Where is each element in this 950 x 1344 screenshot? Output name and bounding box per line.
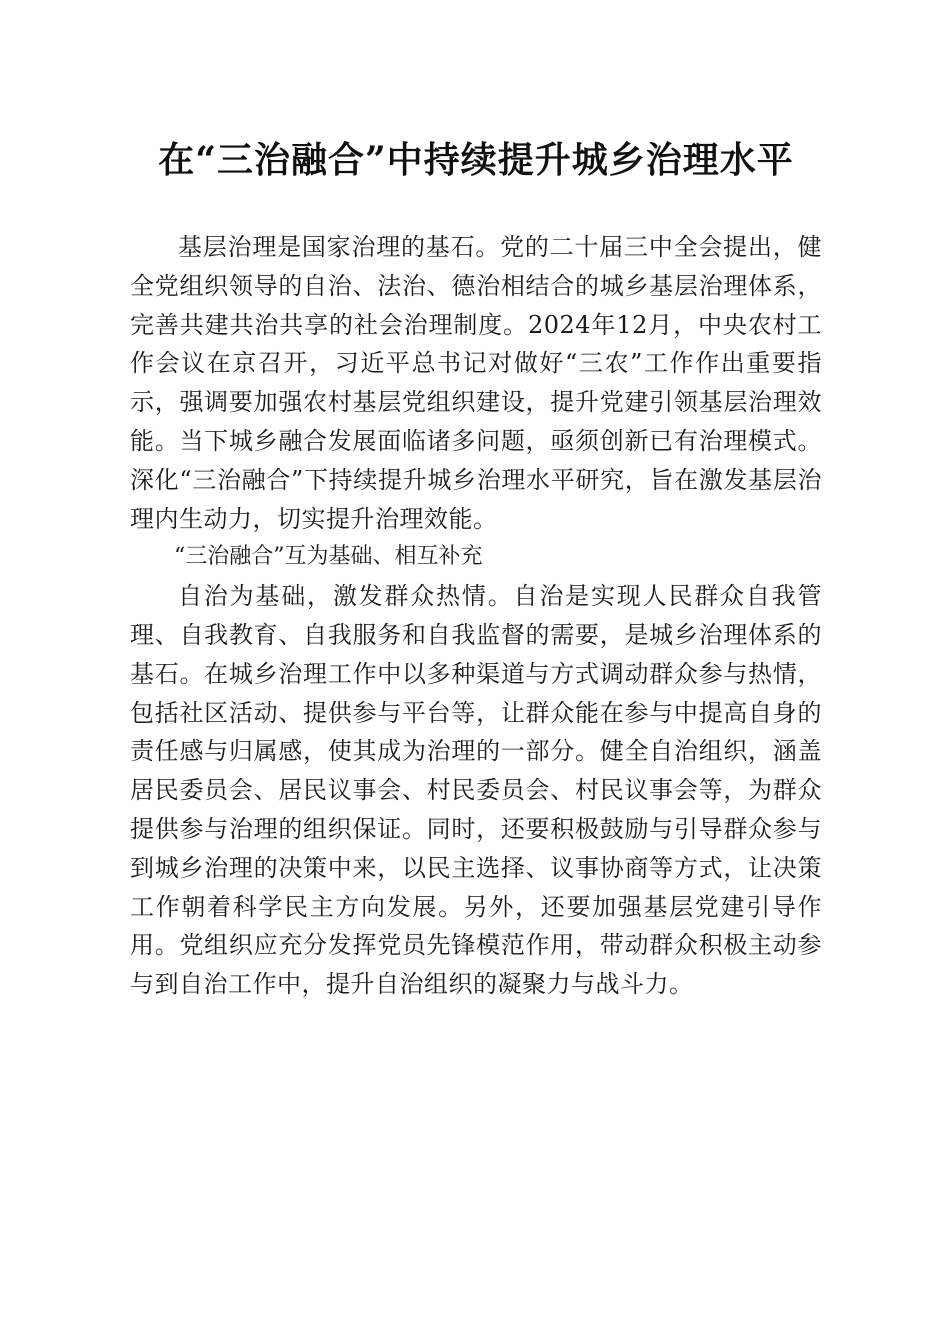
self-governance-paragraph: 自治为基础，激发群众热情。自治是实现人民群众自我管理、自我教育、自我服务和自我监督的需要，是城乡治理体系的基石。在城乡治理工作中以多种渠道与方式调动群众参与热情，包括社区活动、提供参与平台等，让群众能在参与中提高自身的责任感与归属感，使其成为治理的一部分。健全自治组织，涵盖居民委员会、居民议事会、村民委员会、村民议事会等，为群众提供参与治理的组织保证。同时，还要积极鼓励与引导群众参与到城乡治理的决策中来，以民主选择、议事协商等方式，让决策工作朝着科学民主方向发展。另外，还要加强基层党建引导作用。党组织应充分发挥党员先锋模范作用，带动群众积极主动参与到自治工作中，提升自治组织的凝聚力与战斗力。 bbox=[130, 582, 822, 999]
intro-paragraph: 基层治理是国家治理的基石。党的二十届三中全会提出，健全党组织领导的自治、法治、德治相结合的城乡基层治理体系，完善共建共治共享的社会治理制度。2024年12月，中央农村工作会议在京召开，习近平总书记对做好“三农”工作作出重要指示，强调要加强农村基层党组织建设，提升党建引领基层治理效能。当下城乡融合发展面临诸多问题，亟须创新已有治理模式。深化“三治融合”下持续提升城乡治理水平研究，旨在激发基层治理内生动力，切实提升治理效能。 bbox=[130, 233, 822, 533]
section-heading: “三治融合”互为基础、相互补充 bbox=[174, 544, 483, 570]
document-body bbox=[130, 228, 822, 1004]
document-title: 在“三治融合”中持续提升城乡治理水平 bbox=[158, 139, 794, 181]
